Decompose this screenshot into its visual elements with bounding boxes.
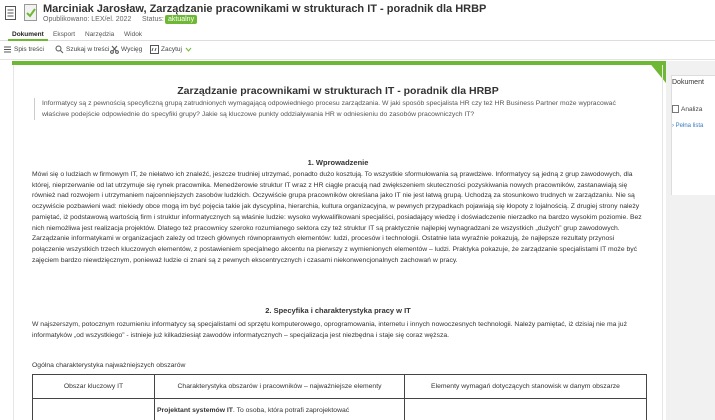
cite-button[interactable] <box>150 45 194 54</box>
toolbar <box>0 42 715 60</box>
document-stack-icon[interactable] <box>5 6 18 21</box>
areas-table <box>32 374 647 420</box>
toc-button[interactable] <box>3 45 44 54</box>
tab-view[interactable]: Widok <box>124 31 143 38</box>
list-icon <box>3 45 12 54</box>
table-header-cell: Obszar kluczowy IT <box>33 375 155 399</box>
analysis-label: Analiza <box>681 105 703 113</box>
table-cell-text: . To osoba, która potrafi zaprojektować <box>232 407 350 414</box>
status-label: Status: <box>142 16 164 23</box>
table-header-row <box>33 375 647 399</box>
document-lead: Informatycy są z pewnością specyficzną grupą zatrudnionych wymagającą odpowiedniego procesu zarządzania. W jaki sposób specjalista HR czy też HR Business Partner może wypracować właściwe podejście odpowiednie do specyfiki grupy? Jakie są kluczowe punkty oddziaływania HR w odniesieniu do zasobów pracowniczych IT? <box>34 98 630 120</box>
search-in-text-button[interactable] <box>55 45 109 54</box>
analysis-item[interactable] <box>672 105 702 113</box>
section-text-1: Mówi się o ludziach w firmowym IT, że niełatwo ich znaleźć, jeszcze trudniej utrzymać, ponadto dużo kosztują. To wszystkie sformułowania są prawdziwe. Informatycy są jedną z grup zawodowych, dla której, nieprzerwanie od lat utrzymuje się rynek pracownika. Menedżerowie struktur IT wraz z HR ciągle pracują nad zwiększeniem skuteczności pozyskiwania nowych pracowników, zastanawiają się również nad rozwojem i utrzymaniem najcenniejszych zasobów ludzkich. Oczywiście grupa pracowników określana jako IT nie jest łatwą grupą. Uchodzą za stosunkowo trudnych w zarządzaniu. Nie są oczywiście pozbawieni wad: niekiedy obce mogą im być pojęcia takie jak dyscyplina, hierarchia, kultura organizacyjna, w pewnych przypadkach pojawiają się kłopoty z lojalnością. Z drugiej strony należy pamiętać, iż podstawową wartością firm i struktur informatycznych są właśnie ludzie: wysoko wykwalifikowani specjaliści, posiadający wiedzę i doświadczenie nierzadko na bardzo wysokim poziomie. Bez nich niemożliwa jest realizacja projektów. Dlatego też pracownicy szeroko rozumianego sektora czy też struktur IT są praktycznie najlepiej wynagradzani ze wszystkich „dużych” grup zawodowych. Zarządzanie informatykami w organizacjach zależy od trzech głównych równoprawnych elementów: ludzi, procesów i technologii. Ostatnie lata wyraźnie pokazują, że najlepsze rezultaty przynosi połączenie wszystkich trzech kluczowych elementów, z postawieniem specjalnego akcentu na pierwszy z wymienionych elementów – ludzi. Praktyka pokazuje, że zarządzanie specjalistami IT może być zajęciem bardzo niewdzięcznym, ponieważ ludzie ci znani są z pewnych ekscentrycznych i czasami niekonwencjonalnych zachowań w pracy. <box>32 171 642 264</box>
right-panel <box>666 61 715 420</box>
document-icon <box>672 105 679 113</box>
table-cell-bold: Projektant systemów IT <box>157 407 233 414</box>
document-check-icon <box>24 4 38 22</box>
table-cell <box>33 399 155 420</box>
full-list-link[interactable]: › Pełna lista <box>672 123 704 129</box>
chevron-down-icon <box>185 46 192 53</box>
section-heading-2: 2. Specyfika i charakterystyka pracy w IT <box>265 306 411 315</box>
table-header-cell: Charakterystyka obszarów i pracowników – najważniejsze elementy <box>155 375 405 399</box>
quote-icon <box>150 45 159 54</box>
excerpt-label: Wycięg <box>121 46 143 53</box>
document-title: Zarządzanie pracownikami w strukturach IT - poradnik dla HRBP <box>177 85 499 97</box>
right-panel-box <box>671 75 715 195</box>
table-caption: Ogólna charakterystyka najważniejszych obszarów <box>32 362 186 369</box>
search-icon <box>55 45 64 54</box>
tab-export[interactable]: Eksport <box>53 31 76 38</box>
right-panel-title: Dokument <box>672 79 704 86</box>
document-header <box>0 0 715 28</box>
search-in-text-label: Szukaj w treści <box>66 46 110 53</box>
tab-bar <box>0 28 715 41</box>
table-cell <box>155 399 405 420</box>
table-row <box>33 399 647 420</box>
tab-document[interactable]: Dokument <box>8 29 48 41</box>
section-heading-1: 1. Wprowadzenie <box>307 158 369 167</box>
toc-label: Spis treści <box>14 46 44 53</box>
excerpt-button[interactable] <box>110 45 142 54</box>
tab-tools[interactable]: Narzędzia <box>85 31 115 38</box>
cite-label: Zacytuj <box>161 46 182 53</box>
full-list-label: Pełna lista <box>675 123 704 129</box>
section-text-2: W najszerszym, potocznym rozumieniu informatycy są specjalistami od sprzętu komputerowego, oprogramowania, internetu i innych nowoczesnych technologii. Należy pamiętać, iż dzisiaj nie ma już informatyków „od wszystkiego” - istnieje już kilkadziesiąt zawodów informatycznych – specjalizacja jest niezbędna i staje się coraz węższa. <box>32 321 627 339</box>
scissors-icon <box>110 45 119 54</box>
table-header-cell: Elementy wymagań dotyczących stanowisk w danym obszarze <box>405 375 647 399</box>
table-cell <box>405 399 647 420</box>
publication-info: Opublikowano: LEX/el. 2022 <box>43 16 132 23</box>
status-badge: aktualny <box>165 15 197 24</box>
document-title-header: Marciniak Jarosław, Zarządzanie pracownikami w strukturach IT - poradnik dla HRBP <box>43 3 487 15</box>
